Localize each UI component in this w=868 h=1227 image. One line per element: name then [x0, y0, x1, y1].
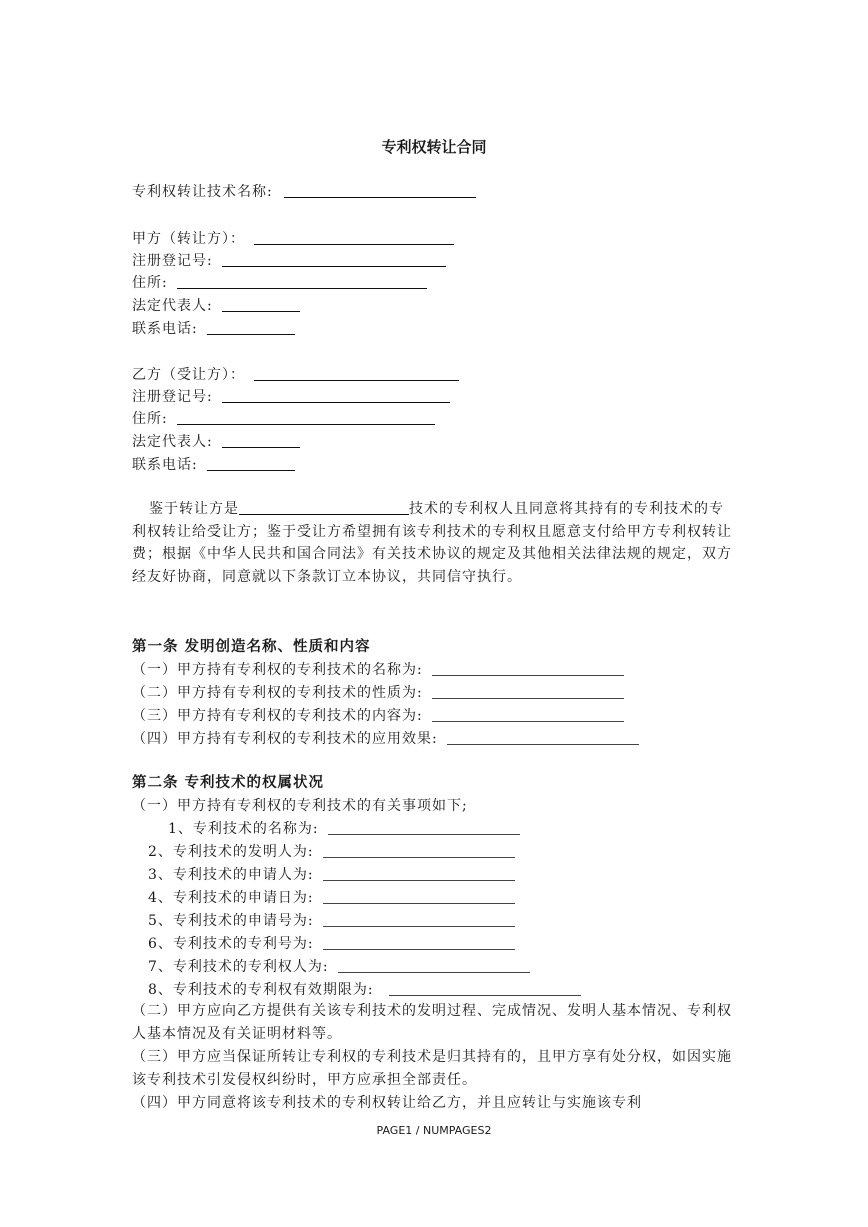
party-a-rep-line — [132, 296, 300, 316]
party-b-address-blank[interactable] — [177, 410, 435, 425]
preamble-rest: 技术的专利权人且同意将其持有的专利技术的专利权转让给受让方；鉴于受让方希望拥有该专利技术的专利权且愿意支付给甲方专利权转让费；根据《中华人民共和国合同法》有关技术协议的规定及其他相关法律法规的规定，双方经友好协商，同意就以下条款订立本协议，共同信守执行。 — [132, 501, 732, 585]
article-1-item-1-label: （一）甲方持有专利权的专利技术的名称为: — [132, 662, 423, 678]
party-a-phone-blank[interactable] — [207, 320, 295, 335]
party-b-heading-line — [132, 365, 459, 385]
preamble-lead: 鉴于转让方是 — [149, 501, 239, 517]
document-title: 专利权转让合同 — [381, 138, 487, 156]
article-2-sub-6 — [148, 934, 515, 954]
preamble-tech-blank[interactable] — [239, 500, 409, 515]
party-a-name-blank[interactable] — [254, 230, 454, 245]
article-2-sub-2-blank[interactable] — [323, 843, 515, 858]
tech-name-line — [132, 182, 476, 202]
article-2-sub-1-blank[interactable] — [328, 820, 520, 835]
tech-name-label: 专利权转让技术名称: — [132, 184, 273, 200]
article-2-sub-7 — [148, 957, 530, 977]
article-2-sub-4 — [148, 888, 515, 908]
party-b-rep-blank[interactable] — [222, 433, 300, 448]
party-a-heading-line — [132, 229, 454, 249]
article-2-sub-7-label: 7、专利技术的专利权人为: — [148, 959, 329, 975]
article-2-sub-3 — [148, 865, 515, 885]
article-2-item-1: （一）甲方持有专利权的专利技术的有关事项如下; — [132, 798, 468, 814]
article-2-sub-4-blank[interactable] — [323, 889, 515, 904]
article-2-sub-3-blank[interactable] — [323, 866, 515, 881]
party-b-reg-label: 注册登记号: — [132, 389, 213, 405]
party-a-reg-blank[interactable] — [222, 252, 446, 267]
article-1-heading: 第一条 发明创造名称、性质和内容 — [132, 638, 371, 655]
article-1-item-4-label: （四）甲方持有专利权的专利技术的应用效果: — [132, 731, 438, 747]
article-1-item-1-blank[interactable] — [432, 661, 624, 676]
article-1-item-2 — [132, 683, 624, 703]
article-2-sub-4-label: 4、专利技术的申请日为: — [148, 890, 314, 906]
party-b-rep-line — [132, 432, 300, 452]
party-b-reg-blank[interactable] — [222, 388, 450, 403]
article-1-item-2-blank[interactable] — [432, 684, 624, 699]
party-b-address-label: 住所: — [132, 411, 168, 427]
article-2-sub-5-label: 5、专利技术的申请号为: — [148, 913, 314, 929]
article-2-sub-5-blank[interactable] — [323, 912, 515, 927]
article-1-item-2-label: （二）甲方持有专利权的专利技术的性质为: — [132, 685, 423, 701]
article-2-sub-8-label: 8、专利技术的专利权有效期限为: — [148, 982, 374, 998]
party-a-address-label: 住所: — [132, 275, 168, 291]
preamble-paragraph — [132, 498, 732, 588]
party-b-phone-line — [132, 455, 295, 475]
tech-name-blank[interactable] — [284, 183, 476, 198]
party-a-heading: 甲方（转让方）： — [132, 231, 245, 247]
party-b-phone-blank[interactable] — [207, 456, 295, 471]
article-2-heading: 第二条 专利技术的权属状况 — [132, 774, 325, 791]
article-2-sub-8 — [148, 980, 581, 1000]
party-b-address-line — [132, 409, 435, 429]
party-a-reg-label: 注册登记号: — [132, 253, 213, 269]
article-1-item-1 — [132, 660, 624, 680]
party-a-reg-line — [132, 251, 446, 271]
page-footer: PAGE1 / NUMPAGES2 — [376, 1124, 492, 1137]
party-b-rep-label: 法定代表人: — [132, 434, 213, 450]
article-2-sub-2 — [148, 842, 515, 862]
article-2-sub-7-blank[interactable] — [338, 958, 530, 973]
article-1-item-4 — [132, 729, 639, 749]
article-2-sub-2-label: 2、专利技术的发明人为: — [148, 844, 314, 860]
article-2-item-4: （四）甲方同意将该专利技术的专利权转让给乙方，并且应转让与实施该专利 — [132, 1095, 642, 1111]
article-1-item-4-blank[interactable] — [447, 730, 639, 745]
party-a-address-line — [132, 273, 427, 293]
article-2-item-2: （二）甲方应向乙方提供有关该专利技术的发明过程、完成情况、发明人基本情况、专利权人基本情况及有关证明材料等。 — [132, 1003, 732, 1042]
party-a-rep-blank[interactable] — [222, 297, 300, 312]
article-1-item-3 — [132, 706, 624, 726]
party-a-phone-line — [132, 319, 295, 339]
party-b-name-blank[interactable] — [254, 366, 459, 381]
article-2-sub-6-blank[interactable] — [323, 935, 515, 950]
party-a-phone-label: 联系电话: — [132, 321, 198, 337]
party-a-rep-label: 法定代表人: — [132, 298, 213, 314]
party-b-phone-label: 联系电话: — [132, 457, 198, 473]
party-b-heading: 乙方（受让方）： — [132, 367, 245, 383]
party-b-reg-line — [132, 387, 450, 407]
article-2-sub-3-label: 3、专利技术的申请人为: — [148, 867, 314, 883]
party-a-address-blank[interactable] — [177, 274, 427, 289]
article-1-item-3-label: （三）甲方持有专利权的专利技术的内容为: — [132, 708, 423, 724]
article-2-sub-1 — [168, 819, 520, 839]
article-2-sub-6-label: 6、专利技术的专利号为: — [148, 936, 314, 952]
article-2-sub-8-blank[interactable] — [389, 981, 581, 996]
article-2-sub-5 — [148, 911, 515, 931]
article-2-item-3: （三）甲方应当保证所转让专利权的专利技术是归其持有的，且甲方享有处分权，如因实施该专利技术引发侵权纠纷时，甲方应承担全部责任。 — [132, 1049, 732, 1088]
article-2-sub-1-label: 1、专利技术的名称为: — [168, 821, 319, 837]
article-1-item-3-blank[interactable] — [432, 707, 624, 722]
